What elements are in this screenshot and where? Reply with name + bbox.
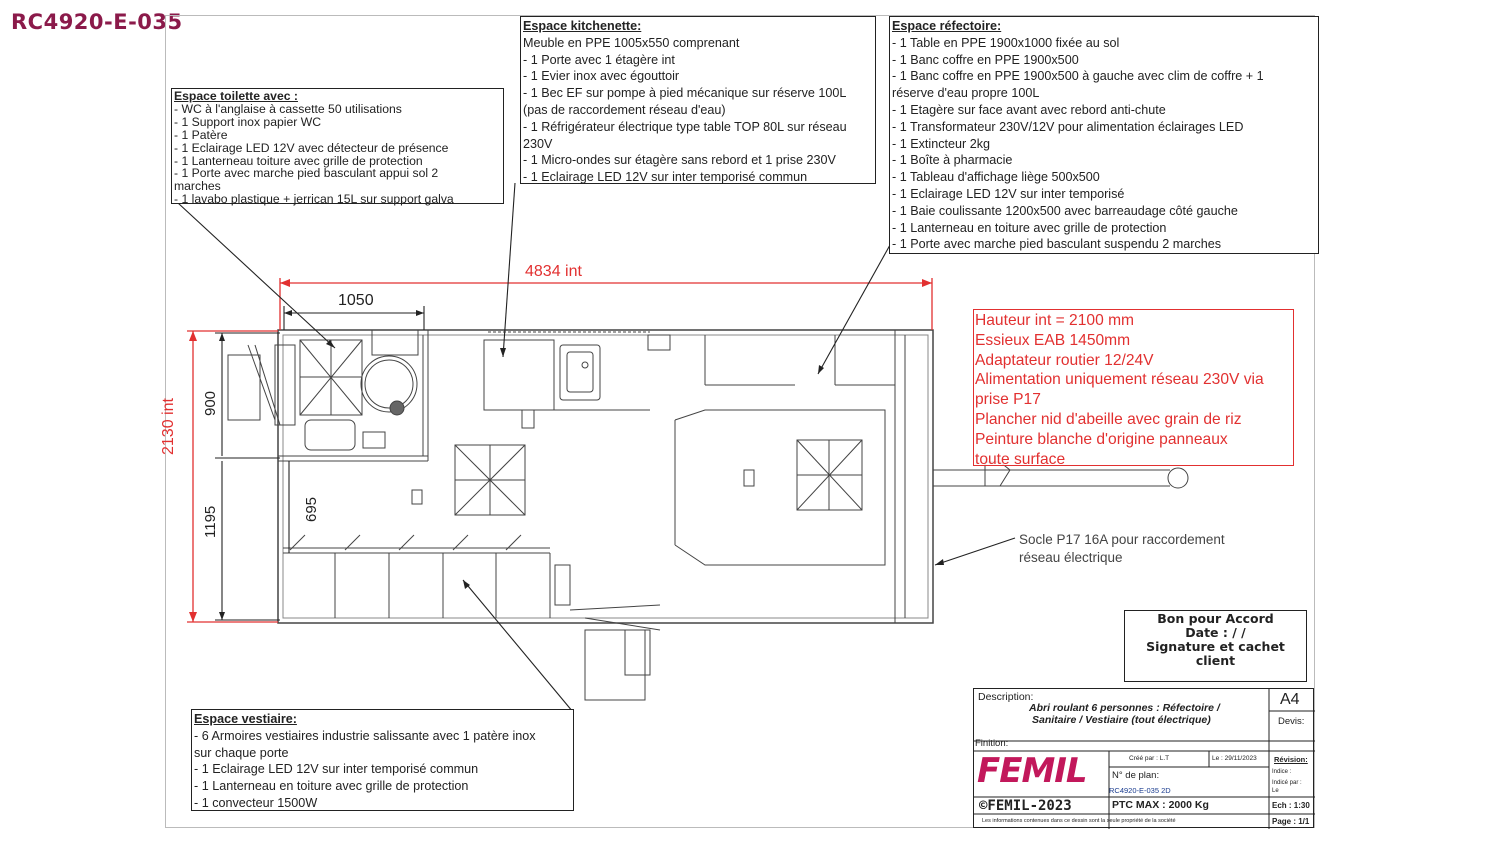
width-dimension: 2130 int [160,398,177,455]
finition-label: Finition: [975,738,1009,749]
refectory-line: - 1 Table en PPE 1900x1000 fixée au sol [892,35,1120,50]
femil-logo: FEMIL [977,751,1087,791]
spec-line: toute surface [975,450,1066,468]
kitchen-line: (pas de raccordement réseau d'eau) [523,102,726,117]
description-label: Description: [978,691,1034,703]
socle-annotation [1019,531,1225,567]
description-line-1: Abri roulant 6 personnes : Réfectoire / [1029,702,1220,714]
dimension-900: 900 [202,390,219,416]
spec-line: prise P17 [975,391,1041,409]
socle-line: réseau électrique [1019,550,1123,565]
indice-by-label: Indicé par : [1272,780,1302,786]
refectory-line: - 1 Etagère sur face avant avec rebord anti-chute [892,102,1166,117]
spec-line: Hauteur int = 2100 mm [975,312,1135,329]
spec-line: Plancher nid d'abeille avec grain de riz [975,410,1242,428]
document-code: RC4920-E-035 [11,10,183,34]
kitchen-line: - 1 Micro-ondes sur étagère sans rebord et 1 prise 230V [523,153,836,168]
plan-number: RC4920-E-035 2D [1109,786,1171,795]
refectory-line: - 1 Banc coffre en PPE 1900x500 [892,52,1079,67]
kitchen-line: - 1 Bec EF sur pompe à pied mécanique sur réserve 100L [523,86,847,101]
locker-line: - 1 Lanterneau en toiture avec grille de protection [194,779,469,794]
refectory-line: - 1 Eclairage LED 12V sur inter temporisé [892,186,1125,201]
approval-signature: Signature et cachet client [1146,639,1285,668]
kitchen-line: - 1 Porte avec 1 étagère int [523,52,675,67]
indice-label: Indice : [1272,769,1292,775]
refectory-line: - 1 Banc coffre en PPE 1900x500 à gauche avec clim de coffre + 1 [892,69,1264,84]
socle-line: Socle P17 16A pour raccordement [1019,532,1225,547]
approval-date: Date : / / [1185,625,1246,640]
toilet-spec-box [171,88,504,207]
plan-label: N° de plan: [1112,770,1160,781]
ptc-max: PTC MAX : 2000 Kg [1112,799,1209,811]
dimension-695: 695 [303,496,320,522]
toilet-line: - 1 Eclairage LED 12V avec détecteur de présence [174,140,449,155]
general-specs-box [973,309,1294,466]
refectory-line: - 1 Tableau d'affichage liège 500x500 [892,170,1100,185]
locker-spec-box [191,709,574,811]
devis-label: Devis: [1278,716,1305,727]
copyright: ©FEMIL-2023 [979,798,1072,814]
description-line-2: Sanitaire / Vestiaire (tout électrique) [1032,714,1211,726]
spec-line: Adaptateur routier 12/24V [975,351,1154,369]
kitchen-line: - 1 Réfrigérateur électrique type table TOP 80L sur réseau [523,119,847,134]
locker-line: sur chaque porte [194,745,289,760]
format: A4 [1280,691,1300,708]
kitchen-line: 230V [523,136,553,151]
locker-line: - 1 convecteur 1500W [194,795,318,810]
title-block [973,688,1314,828]
toilet-line: - 1 Lanterneau toiture avec grille de protection [174,153,423,168]
ownership-notice: Les informations contenues dans ce dessin sont la seule propriété de la société [982,818,1176,824]
spec-line: Alimentation uniquement réseau 230V via [975,371,1264,389]
approval-title: Bon pour Accord [1157,611,1274,626]
kitchen-title: Espace kitchenette: [523,19,642,33]
spec-line: Peinture blanche d'origine panneaux [975,430,1228,448]
refectory-line: - 1 Boîte à pharmacie [892,153,1013,168]
created-date: Le : 29/11/2023 [1212,755,1257,762]
length-dimension: 4834 int [525,263,582,280]
refectory-title: Espace réfectoire: [892,19,1002,33]
refectory-line: réserve d'eau propre 100L [892,86,1040,101]
toilet-line: - 1 Porte avec marche pied basculant appui sol 2 [174,166,439,181]
locker-title: Espace vestiaire: [194,712,297,726]
toilet-line: - 1 Support inox papier WC [174,114,321,129]
refectory-line: - 1 Baie coulissante 1200x500 avec barreaudage côté gauche [892,203,1238,218]
scale: Ech : 1:30 [1272,801,1310,810]
toilet-title: Espace toilette avec : [174,89,298,103]
spec-line: Essieux EAB 1450mm [975,331,1131,349]
refectory-line: - 1 Lanterneau en toiture avec grille de protection [892,220,1167,235]
created-by: Créé par : L.T [1129,755,1170,762]
toilet-line: - 1 Patère [174,127,228,142]
locker-line: - 6 Armoires vestiaires industrie salissante avec 1 patère inox [194,728,536,743]
revision-label: Révision: [1274,755,1308,764]
toilet-line: marches [174,179,221,194]
dimension-1195: 1195 [202,505,219,538]
page-number: Page : 1/1 [1272,817,1310,826]
kitchen-spec-box [520,16,876,184]
refectory-line: - 1 Transformateur 230V/12V pour alimentation éclairages LED [892,119,1244,134]
locker-line: - 1 Eclairage LED 12V sur inter temporisé commun [194,762,479,777]
refectory-line: - 1 Extincteur 2kg [892,136,990,151]
kitchen-line: - 1 Eclairage LED 12V sur inter temporisé commun [523,170,808,185]
refectory-spec-box [889,16,1319,254]
toilet-length-dimension: 1050 [338,292,374,309]
toilet-line: - 1 lavabo plastique + jerrican 15L sur support galva [174,192,454,207]
toilet-line: - WC à l'anglaise à cassette 50 utilisations [174,101,402,116]
approval-box [1124,610,1307,682]
kitchen-line: - 1 Evier inox avec égouttoir [523,69,680,84]
indice-date-label: Le [1272,788,1279,794]
kitchen-line: Meuble en PPE 1005x550 comprenant [523,35,740,50]
refectory-line: - 1 Porte avec marche pied basculant suspendu 2 marches [892,237,1222,252]
